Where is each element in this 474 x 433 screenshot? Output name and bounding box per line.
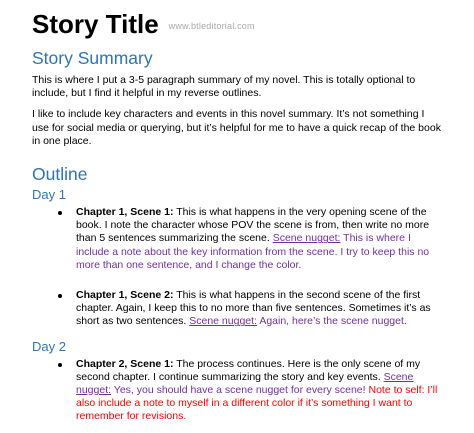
scene-label: Chapter 2, Scene 1: bbox=[76, 357, 174, 370]
day-1-heading: Day 1 bbox=[32, 187, 66, 203]
scene-nugget-label: Scene nugget: bbox=[272, 232, 341, 245]
scene-nugget-label: Scene nugget: bbox=[76, 370, 414, 397]
bullet-icon bbox=[58, 294, 62, 298]
scene-item bbox=[32, 358, 444, 424]
summary-paragraph-1: This is where I put a 3-5 paragraph summary of my novel. This is totally optional to include, but I find it helpful in my reverse outlines. bbox=[32, 74, 416, 100]
title-row bbox=[32, 6, 452, 38]
scene-nugget-text: This is where I include a note about the key information from the scene. I try to keep this no more than one sentence, and I change the color. bbox=[76, 232, 430, 271]
outline-heading: Outline bbox=[32, 164, 88, 185]
scene-label: Chapter 1, Scene 1: bbox=[76, 206, 174, 219]
scene-label: Chapter 1, Scene 2: bbox=[76, 289, 174, 302]
summary-heading: Story Summary bbox=[32, 48, 153, 68]
document-page bbox=[32, 6, 452, 424]
scene-nugget-text: Again, here’s the scene nugget. bbox=[259, 315, 407, 328]
day-1-scene-list bbox=[32, 206, 452, 329]
scene-nugget-label: Scene nugget: bbox=[189, 315, 257, 328]
story-title: Story Title bbox=[32, 9, 159, 39]
scene-text: The process continues. Here is the only scene of my second chapter. I continue summarizing the story and key events. bbox=[76, 357, 421, 383]
bullet-icon bbox=[58, 363, 62, 367]
scene-nugget-text: Yes, you should have a scene nugget for every scene! bbox=[113, 384, 366, 397]
bullet-icon bbox=[58, 211, 62, 215]
scene-item bbox=[32, 206, 444, 272]
scene-text: This is what happens in the second scene of the first chapter. Again, I keep this to no more than five sentences. Sometimes it’s as short as two sentences. bbox=[76, 289, 431, 328]
scene-item bbox=[32, 289, 444, 329]
day-2-scene-list bbox=[32, 358, 452, 424]
summary-paragraph-2: I like to include key characters and events in this novel summary. It’s not something I use for social media or querying, but it’s helpful for me to have a quick recap of the book in one place. bbox=[32, 108, 441, 147]
day-2-heading: Day 2 bbox=[32, 338, 66, 354]
note-to-self-text: Note to self: I’ll also include a note to myself in a different color if it’s something I want to remember for revisions. bbox=[76, 384, 438, 423]
watermark: www.btleditorial.com bbox=[168, 21, 255, 31]
scene-text: This is what happens in the very opening scene of the book. I note the character whose POV the scene is from, then write no more than 5 sentences summarizing the scene. bbox=[76, 206, 430, 245]
